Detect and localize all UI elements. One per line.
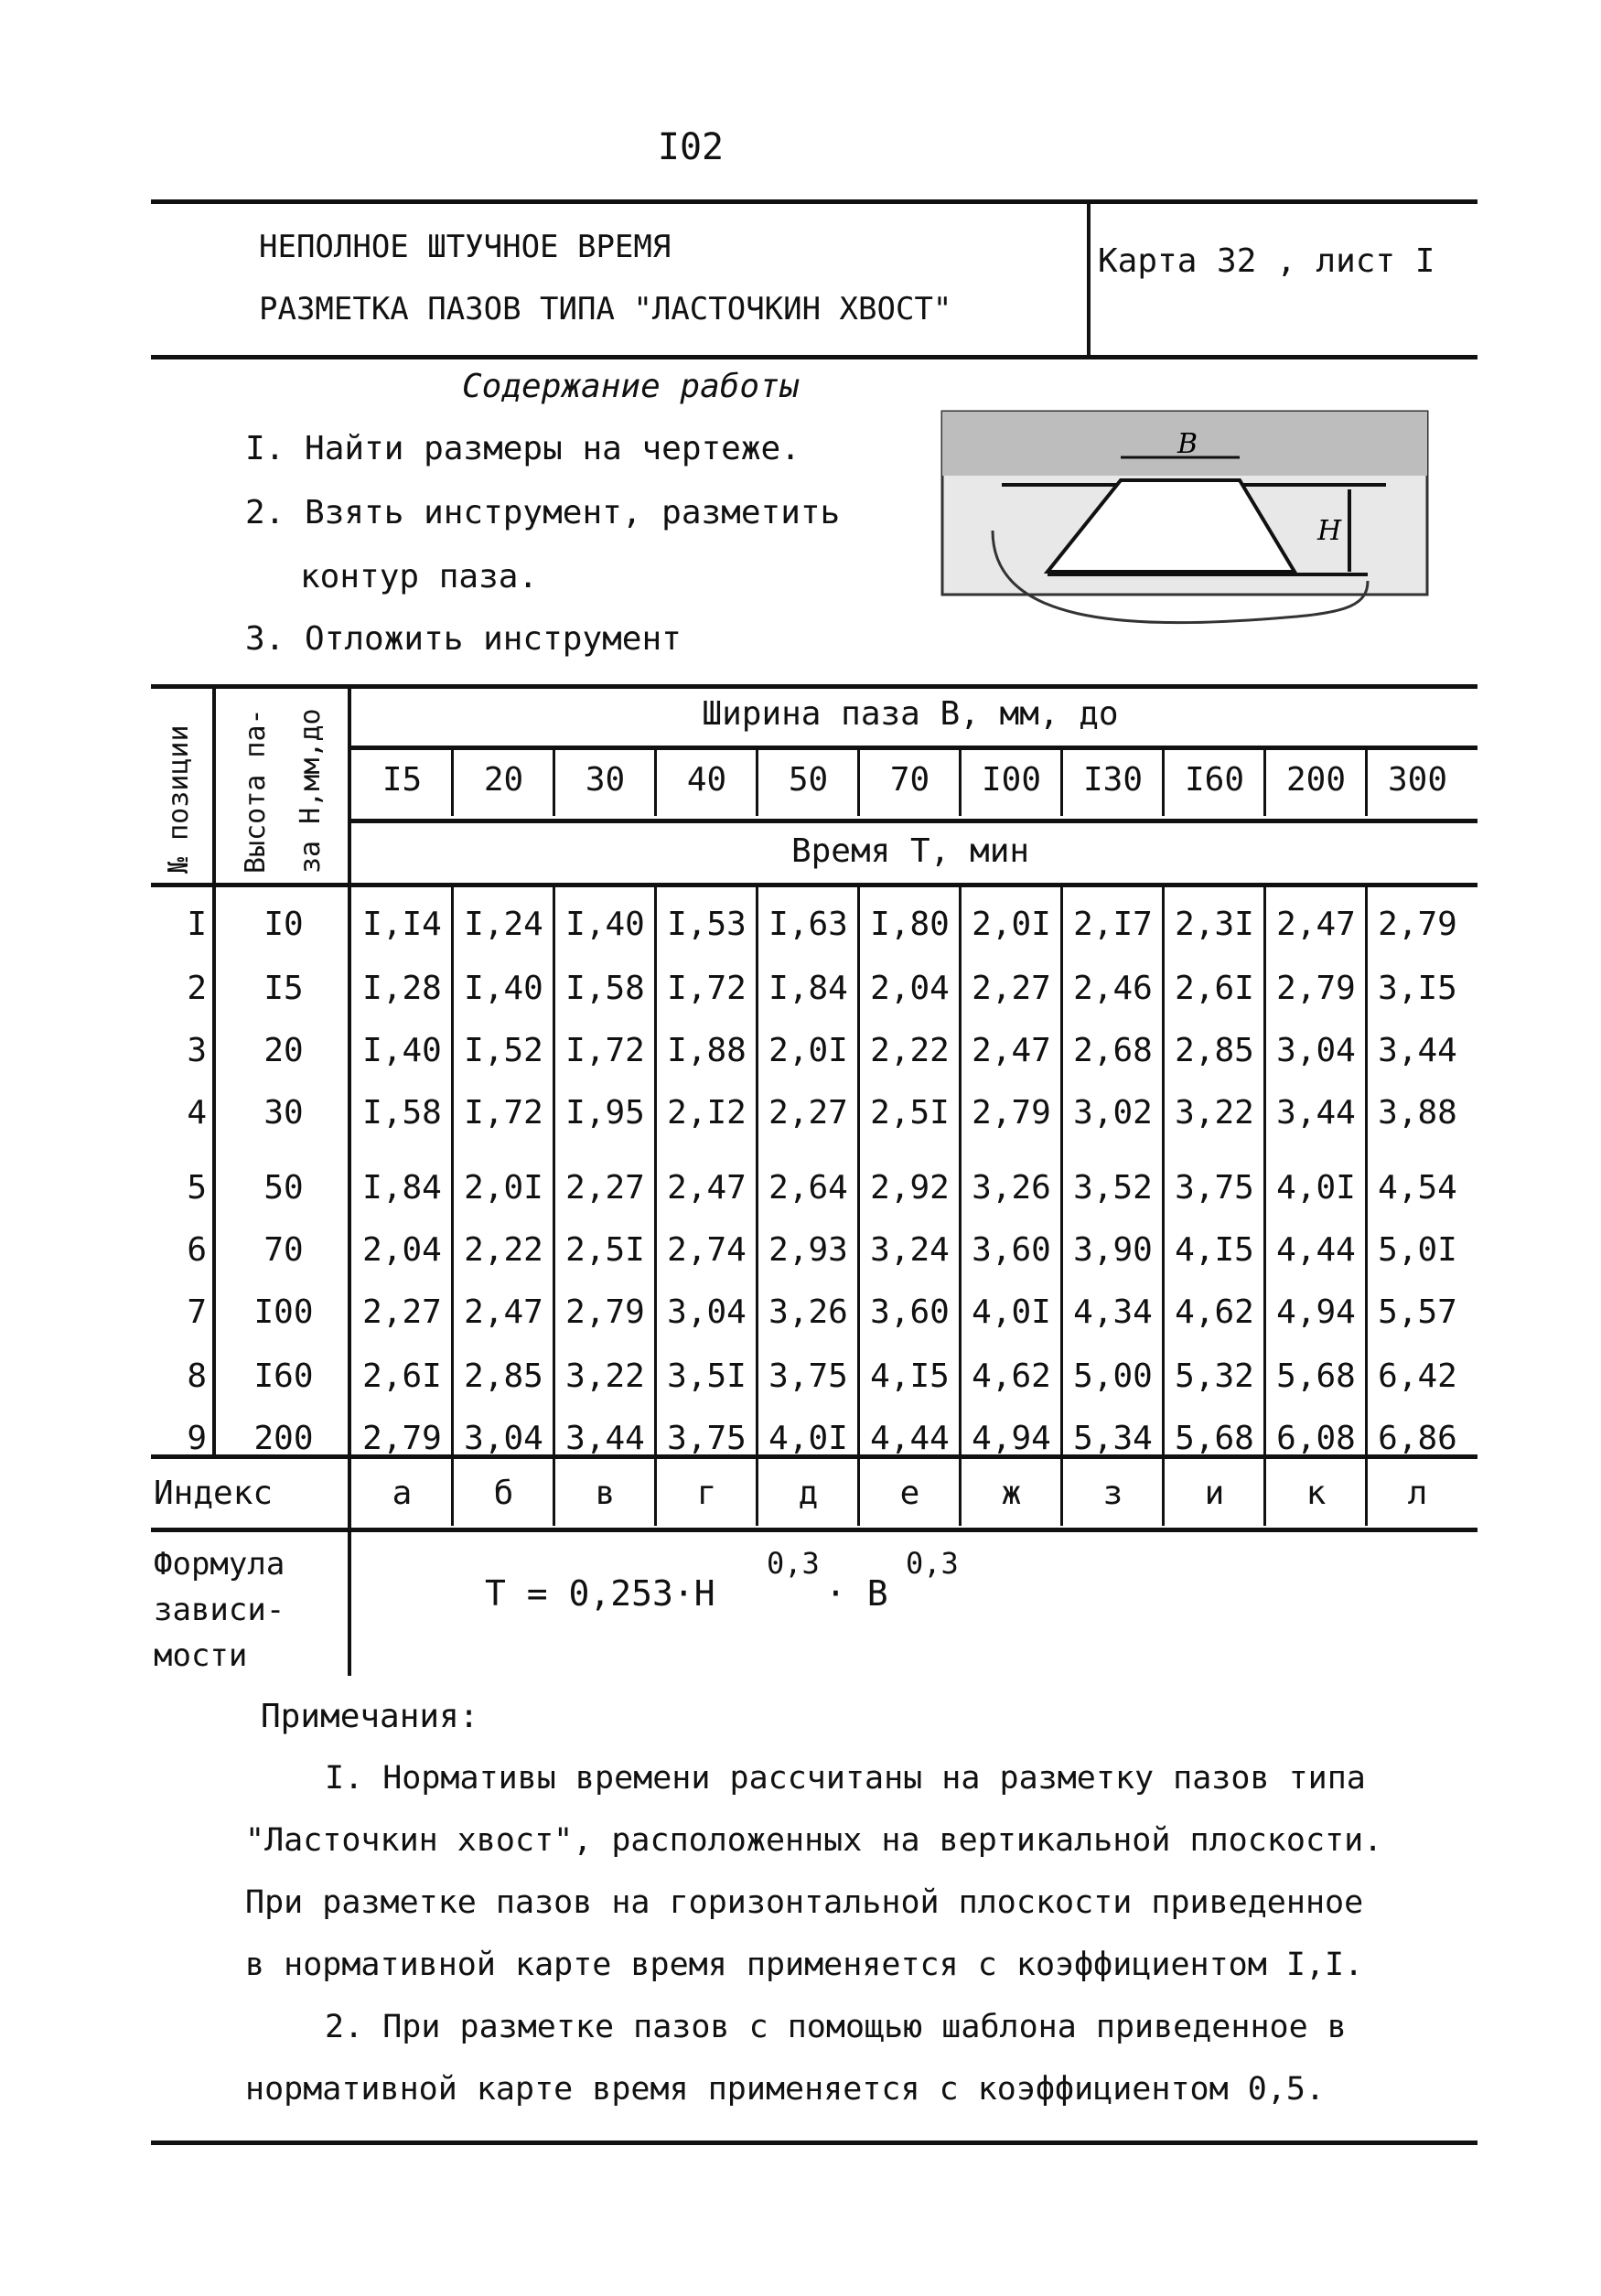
time-value-cell: 2,47 xyxy=(972,1032,1051,1069)
time-value-cell: 2,I2 xyxy=(667,1094,747,1132)
slot-height: I0 xyxy=(263,906,304,943)
time-value-cell: 2,0I xyxy=(972,906,1051,943)
time-header: Время Т, мин xyxy=(790,832,1030,870)
time-value-cell: I,80 xyxy=(870,906,950,943)
time-value-cell: 2,79 xyxy=(972,1094,1051,1132)
width-value-header: I30 xyxy=(1082,761,1144,799)
time-value-cell: 2,74 xyxy=(667,1231,747,1269)
time-value-cell: 2,47 xyxy=(667,1169,747,1207)
height-column-header-1: Высота па- xyxy=(240,708,272,874)
width-header: Ширина паза В, мм, до xyxy=(702,695,1119,733)
time-value-cell: 4,I5 xyxy=(870,1357,950,1395)
time-value-cell: 2,0I xyxy=(464,1169,543,1207)
formula-exponent-h: 0,3 xyxy=(767,1546,820,1581)
note-line-5: 2. При разметке пазов с помощью шаблона приведенное в xyxy=(325,2009,1347,2045)
time-value-cell: I,40 xyxy=(362,1032,442,1069)
time-value-cell: 2,5I xyxy=(565,1231,645,1269)
time-value-cell: I,84 xyxy=(768,970,848,1007)
time-value-cell: I,24 xyxy=(464,906,543,943)
time-value-cell: 2,27 xyxy=(768,1094,848,1132)
width-value-header: 30 xyxy=(585,761,626,799)
formula-label-1: Формула xyxy=(154,1546,285,1583)
time-value-cell: I,53 xyxy=(667,906,747,943)
time-value-cell: 2,47 xyxy=(464,1293,543,1331)
work-step-2: 2. Взять инструмент, разметить xyxy=(245,494,841,531)
slot-height: 70 xyxy=(263,1231,304,1269)
time-header-rule xyxy=(348,819,1477,823)
time-value-cell: 5,0I xyxy=(1378,1231,1457,1269)
time-value-cell: 4,I5 xyxy=(1175,1231,1254,1269)
time-value-cell: 3,75 xyxy=(667,1420,747,1457)
time-value-cell: 2,I7 xyxy=(1073,906,1153,943)
position-number: 4 xyxy=(187,1094,207,1132)
time-value-cell: 2,68 xyxy=(1073,1032,1153,1069)
time-value-cell: 2,85 xyxy=(464,1357,543,1395)
time-value-cell: 6,42 xyxy=(1378,1357,1457,1395)
diagram-label-b: B xyxy=(1177,428,1198,460)
slot-height: 20 xyxy=(263,1032,304,1069)
card-sheet-label: Карта 32 , лист I xyxy=(1098,242,1435,280)
time-value-cell: 6,08 xyxy=(1276,1420,1356,1457)
time-value-cell: 4,94 xyxy=(972,1420,1051,1457)
position-number: 6 xyxy=(187,1231,207,1269)
position-number: I xyxy=(187,906,207,943)
time-value-cell: 2,6I xyxy=(1175,970,1254,1007)
slot-height: I00 xyxy=(253,1293,314,1331)
time-value-cell: 2,6I xyxy=(362,1357,442,1395)
formula-exponent-b: 0,3 xyxy=(906,1546,959,1581)
time-value-cell: 4,34 xyxy=(1073,1293,1153,1331)
title-line-1: НЕПОЛНОЕ ШТУЧНОЕ ВРЕМЯ xyxy=(259,229,672,265)
formula-label-2: зависи- xyxy=(154,1592,285,1628)
header-top-rule xyxy=(151,199,1477,204)
time-value-cell: I,88 xyxy=(667,1032,747,1069)
time-value-cell: 3,44 xyxy=(1276,1094,1356,1132)
note-line-4: в нормативной карте время применяется с коэффициентом I,I. xyxy=(245,1947,1364,1983)
formula-text: T = 0,253·H xyxy=(485,1573,715,1614)
time-value-cell: 2,5I xyxy=(870,1094,950,1132)
time-value-cell: 2,0I xyxy=(768,1032,848,1069)
index-letter: з xyxy=(1102,1475,1123,1512)
time-value-cell: 3,22 xyxy=(1175,1094,1254,1132)
time-value-cell: 2,64 xyxy=(768,1169,848,1207)
time-value-cell: 3,22 xyxy=(565,1357,645,1395)
time-value-cell: 3,26 xyxy=(768,1293,848,1331)
height-column-header-2: за Н,мм,до xyxy=(295,708,327,874)
diagram-label-h: H xyxy=(1317,515,1342,547)
time-value-cell: 3,04 xyxy=(667,1293,747,1331)
index-letter: ж xyxy=(1001,1475,1022,1512)
work-step-2-cont: контур паза. xyxy=(300,558,539,595)
time-value-cell: 2,04 xyxy=(362,1231,442,1269)
time-value-cell: 5,68 xyxy=(1276,1357,1356,1395)
time-value-cell: 3,I5 xyxy=(1378,970,1457,1007)
width-value-header: I5 xyxy=(381,761,423,799)
formula-times-b: · B xyxy=(825,1573,888,1614)
time-value-cell: 4,54 xyxy=(1378,1169,1457,1207)
time-value-cell: 2,93 xyxy=(768,1231,848,1269)
note-line-2: "Ласточкин хвост", расположенных на вертикальной плоскости. xyxy=(245,1822,1383,1859)
position-number: 8 xyxy=(187,1357,207,1395)
time-value-cell: I,63 xyxy=(768,906,848,943)
time-value-cell: 2,79 xyxy=(362,1420,442,1457)
time-value-cell: 5,68 xyxy=(1175,1420,1254,1457)
slot-height: 30 xyxy=(263,1094,304,1132)
time-value-cell: I,95 xyxy=(565,1094,645,1132)
note-line-1: I. Нормативы времени рассчитаны на разметку пазов типа xyxy=(325,1760,1366,1797)
index-letter: е xyxy=(899,1475,920,1512)
time-value-cell: 3,90 xyxy=(1073,1231,1153,1269)
time-value-cell: 3,60 xyxy=(972,1231,1051,1269)
time-value-cell: 2,27 xyxy=(565,1169,645,1207)
time-value-cell: I,28 xyxy=(362,970,442,1007)
time-value-cell: 2,27 xyxy=(362,1293,442,1331)
time-value-cell: I,72 xyxy=(565,1032,645,1069)
time-value-cell: I,40 xyxy=(464,970,543,1007)
work-step-1: I. Найти размеры на чертеже. xyxy=(245,430,800,467)
time-value-cell: 4,0I xyxy=(972,1293,1051,1331)
index-letter: г xyxy=(696,1475,717,1512)
position-number: 5 xyxy=(187,1169,207,1207)
width-value-header: 40 xyxy=(686,761,727,799)
notes-title: Примечания: xyxy=(261,1698,479,1735)
width-value-header: I60 xyxy=(1184,761,1245,799)
time-value-cell: 3,75 xyxy=(1175,1169,1254,1207)
time-value-cell: 2,79 xyxy=(1378,906,1457,943)
width-value-header: 20 xyxy=(483,761,524,799)
slot-height: I5 xyxy=(263,970,304,1007)
time-value-cell: 2,27 xyxy=(972,970,1051,1007)
time-value-cell: 2,85 xyxy=(1175,1032,1254,1069)
slot-height: 50 xyxy=(263,1169,304,1207)
index-letter: в xyxy=(595,1475,616,1512)
note-line-6: нормативной карте время применяется с коэффициентом 0,5. xyxy=(245,2071,1326,2108)
time-value-cell: 2,3I xyxy=(1175,906,1254,943)
time-value-cell: I,58 xyxy=(565,970,645,1007)
note-line-3: При разметке пазов на горизонтальной плоскости приведенное xyxy=(245,1884,1364,1921)
time-value-cell: 4,0I xyxy=(768,1420,848,1457)
page-bottom-rule xyxy=(151,2140,1477,2145)
time-value-cell: 3,26 xyxy=(972,1169,1051,1207)
time-value-cell: 2,47 xyxy=(1276,906,1356,943)
time-value-cell: 5,32 xyxy=(1175,1357,1254,1395)
time-value-cell: 3,02 xyxy=(1073,1094,1153,1132)
index-letter: б xyxy=(493,1475,514,1512)
time-value-cell: I,40 xyxy=(565,906,645,943)
width-header-rule xyxy=(348,746,1477,750)
index-letter: д xyxy=(798,1475,819,1512)
time-value-cell: 2,22 xyxy=(464,1231,543,1269)
time-value-cell: 2,46 xyxy=(1073,970,1153,1007)
index-letter: л xyxy=(1407,1475,1428,1512)
work-content-heading: Содержание работы xyxy=(462,368,800,405)
index-letter: а xyxy=(392,1475,413,1512)
header-bottom-rule xyxy=(151,355,1477,359)
time-value-cell: 3,24 xyxy=(870,1231,950,1269)
time-value-cell: 3,44 xyxy=(565,1420,645,1457)
time-value-cell: 2,79 xyxy=(565,1293,645,1331)
time-value-cell: 4,62 xyxy=(972,1357,1051,1395)
time-value-cell: 2,04 xyxy=(870,970,950,1007)
time-value-cell: 3,52 xyxy=(1073,1169,1153,1207)
time-value-cell: 3,04 xyxy=(1276,1032,1356,1069)
time-value-cell: 3,75 xyxy=(768,1357,848,1395)
time-value-cell: 5,57 xyxy=(1378,1293,1457,1331)
width-value-header: 200 xyxy=(1285,761,1347,799)
time-value-cell: 5,00 xyxy=(1073,1357,1153,1395)
slot-height: I60 xyxy=(253,1357,314,1395)
time-value-cell: I,52 xyxy=(464,1032,543,1069)
position-number: 3 xyxy=(187,1032,207,1069)
col-rule-position xyxy=(212,686,216,1456)
position-number: 9 xyxy=(187,1420,207,1457)
time-value-cell: I,72 xyxy=(464,1094,543,1132)
time-value-cell: 2,92 xyxy=(870,1169,950,1207)
width-value-header: 70 xyxy=(889,761,930,799)
formula-label-3: мости xyxy=(154,1637,248,1674)
time-value-cell: 3,60 xyxy=(870,1293,950,1331)
title-line-2: РАЗМЕТКА ПАЗОВ ТИПА "ЛАСТОЧКИН ХВОСТ" xyxy=(259,291,952,327)
width-value-header: 50 xyxy=(788,761,829,799)
position-column-header: № позиции xyxy=(163,724,195,874)
page-number: I02 xyxy=(657,126,725,168)
index-letter: к xyxy=(1306,1475,1327,1512)
work-step-3: 3. Отложить инструмент xyxy=(245,620,682,658)
time-value-cell: 3,04 xyxy=(464,1420,543,1457)
time-value-cell: 3,44 xyxy=(1378,1032,1457,1069)
time-value-cell: 2,22 xyxy=(870,1032,950,1069)
index-row-label: Индекс xyxy=(154,1475,274,1512)
time-value-cell: 4,44 xyxy=(870,1420,950,1457)
slot-height: 200 xyxy=(253,1420,314,1457)
time-value-cell: I,I4 xyxy=(362,906,442,943)
time-value-cell: 5,34 xyxy=(1073,1420,1153,1457)
time-value-cell: I,58 xyxy=(362,1094,442,1132)
time-value-cell: 3,5I xyxy=(667,1357,747,1395)
position-number: 2 xyxy=(187,970,207,1007)
time-value-cell: 2,79 xyxy=(1276,970,1356,1007)
position-number: 7 xyxy=(187,1293,207,1331)
width-value-header: I00 xyxy=(981,761,1042,799)
time-value-cell: 4,62 xyxy=(1175,1293,1254,1331)
time-value-cell: 3,88 xyxy=(1378,1094,1457,1132)
dovetail-slot-diagram xyxy=(938,402,1432,649)
width-value-header: 300 xyxy=(1387,761,1448,799)
time-value-cell: I,72 xyxy=(667,970,747,1007)
header-divider xyxy=(1087,201,1091,357)
time-value-cell: 4,94 xyxy=(1276,1293,1356,1331)
time-value-cell: I,84 xyxy=(362,1169,442,1207)
time-value-cell: 4,44 xyxy=(1276,1231,1356,1269)
time-value-cell: 4,0I xyxy=(1276,1169,1356,1207)
time-value-cell: 6,86 xyxy=(1378,1420,1457,1457)
index-letter: и xyxy=(1204,1475,1225,1512)
